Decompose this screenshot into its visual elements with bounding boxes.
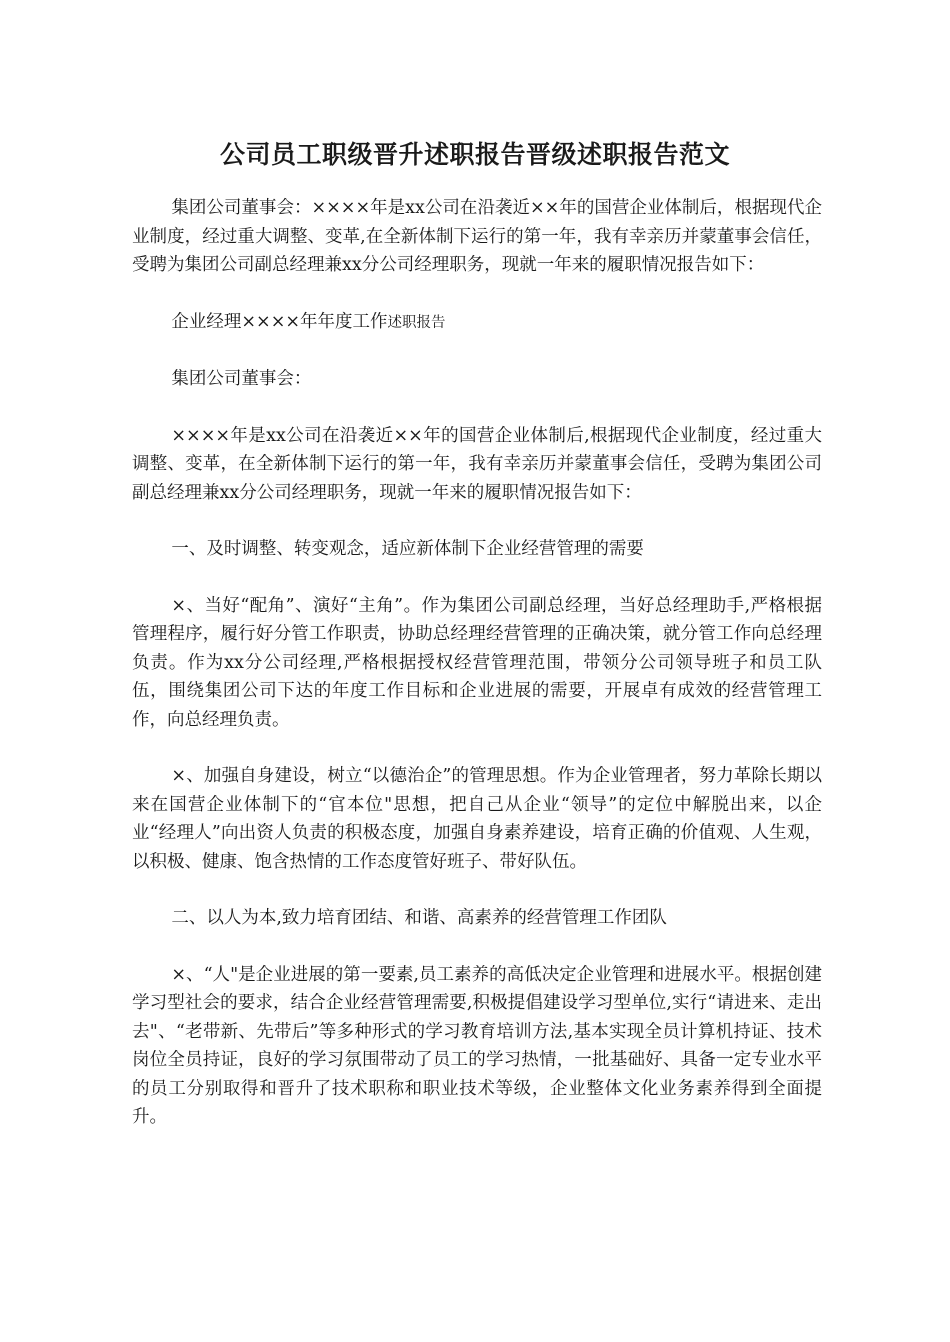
- report-heading-main: 企业经理××××年年度工作: [171, 311, 388, 332]
- section-heading-2: 二、以人为本,致力培育团结、和谐、高素养的经营管理工作团队: [171, 908, 667, 928]
- paragraph-point-3: ×、“人"是企业进展的第一要素,员工素养的高低决定企业管理和进展水平。根据创建学习型社会的要求，结合企业经营管理需要,积极提倡建设学习型单位,实行“请进来、走出去"、“老带新、先带后”等多种形式的学习教育培训方法,基本实现全员计算机持证、技术岗位全员持证，良好的学习氛围带动了员工的学习热情，一批基础好、具备一定专业水平的员工分别取得和晋升了技术职称和职业技术等级，企业整体文化业务素养得到全面提升。: [132, 964, 822, 1127]
- paragraph-report-heading: [132, 308, 822, 338]
- section-heading-1: 一、及时调整、转变观念，适应新体制下企业经营管理的需要: [171, 539, 644, 559]
- report-heading-suffix: 述职报告: [387, 314, 446, 331]
- document-body: [132, 194, 822, 1160]
- paragraph-point-1: ×、当好“配角”、演好“主角”。作为集团公司副总经理，当好总经理助手,严格根据管理程序，履行好分管工作职责，协助总经理经营管理的正确决策，就分管工作向总经理负责。作为xx分公司经理,严格根据授权经营管理范围，带领分公司领导班子和员工队伍，围绕集团公司下达的年度工作目标和企业进展的需要，开展卓有成效的经营管理工作，向总经理负责。: [132, 595, 822, 730]
- paragraph-salutation: 集团公司董事会：: [171, 369, 312, 389]
- paragraph-point-2: ×、加强自身建设，树立“以德治企”的管理思想。作为企业管理者，努力革除长期以来在国营企业体制下的“官本位"思想，把自己从企业“领导”的定位中解脱出来，以企业“经理人”向出资人负责的积极态度，加强自身素养建设，培育正确的价值观、人生观，以积极、健康、饱含热情的工作态度管好班子、带好队伍。: [132, 766, 822, 872]
- paragraph-intro: 集团公司董事会：××××年是xx公司在沿袭近××年的国营企业体制后，根据现代企业制度，经过重大调整、变革,在全新体制下运行的第一年，我有幸亲历并蒙董事会信任，受聘为集团公司副总经理兼xx分公司经理职务，现就一年来的履职情况报告如下：: [132, 198, 822, 275]
- paragraph-opening: ××××年是xx公司在沿袭近××年的国营企业体制后,根据现代企业制度，经过重大调整、变革，在全新体制下运行的第一年，我有幸亲历并蒙董事会信任，受聘为集团公司副总经理兼xx分公司经理职务，现就一年来的履职情况报告如下：: [132, 425, 822, 503]
- document-title: 公司员工职级晋升述职报告晋级述职报告范文: [219, 140, 730, 169]
